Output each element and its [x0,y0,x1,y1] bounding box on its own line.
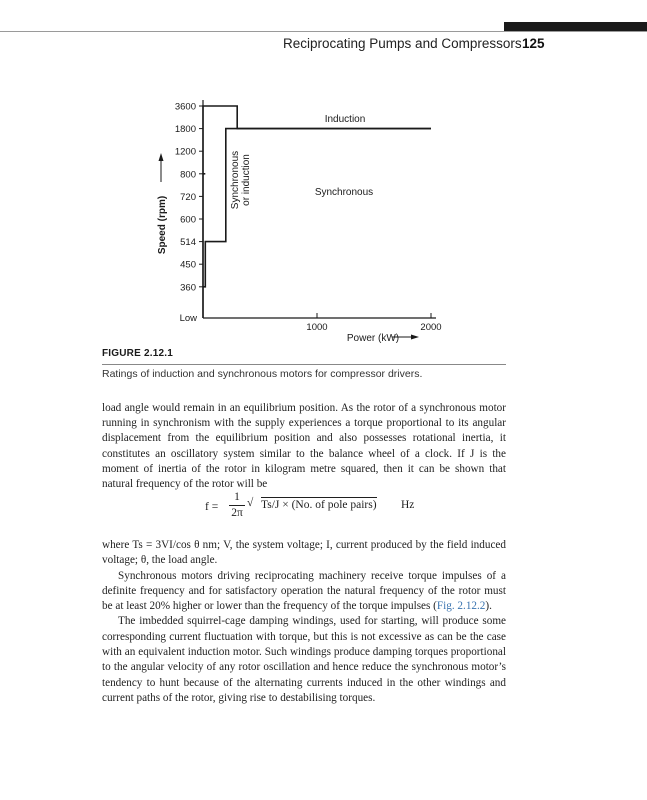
running-title: Reciprocating Pumps and Compressors [283,36,522,51]
y-tick-label: 360 [180,282,196,294]
figure-caption-rule [102,364,506,365]
page-number: 125 [522,36,545,51]
natural-frequency-equation [205,491,445,527]
body-paragraph-2: where Ts = 3VI/cos θ nm; V, the system voltage; I, current produced by the field induced voltage; θ, the load angle. [102,539,506,567]
equation-numerator: 1 [234,491,240,503]
body-paragraph-3-end: ). [485,600,492,613]
region-label-sync-or-induction-line2: or induction [241,154,252,206]
body-paragraph-4: The imbedded squirrel-cage damping windings, used for starting, will produce some corresponding current fluctuation with torque, but this is not excessive as can be the case with an equivalent induction motor. Such windings produce damping torques proportional to the angular velocity of any rotor oscillation and hence reduce the synchronous motor’s tendency to hunt because of the alternating currents induced in the other windings and current paths of the rotor, giving rise to destabilising torques. [102,615,506,704]
equation-radicand: Ts/J × (No. of pole pairs) [261,499,377,511]
y-tick-label: 720 [180,191,196,203]
figure-caption: Ratings of induction and synchronous motors for compressor drivers. [102,368,423,380]
body-paragraph-1: load angle would remain in an equilibrium position. As the rotor of a synchronous motor running in synchronism with the supply experiences a torque proportional to its angular displacement from the equilibrium position and also possesses rotational inertia, it constitutes an oscillatory system similar to the balance wheel of a clock. If J is the moment of inertia of the rotor in kilogram metre squared, then it can be shown that natural frequency of the rotor will be [102,402,506,491]
equation-fraction [229,491,245,520]
y-axis-arrow-head [159,153,164,161]
chart-series-line-1 [203,106,431,318]
x-axis-arrow-head [411,335,419,340]
region-label-induction: Induction [324,114,366,125]
y-tick-label: 514 [180,237,196,249]
figure-chart [0,0,647,345]
body-paragraph-3-text: Synchronous motors driving reciprocating machinery receive torque impulses of a definite frequency and for satisfactory operation the natural frequency of the rotor must be at least 20% higher or lower than the frequency of the torque impulses ( [102,569,506,613]
y-tick-label: 450 [180,259,196,271]
body-paragraph-1-block [102,401,506,492]
equation-denominator: 2π [231,507,243,519]
equation-fraction-bar [229,505,245,506]
x-tick-label: 2000 [420,322,442,333]
equation-unit: Hz [401,499,415,511]
x-tick-label: 1000 [306,322,328,333]
y-axis-label: Speed (rpm) [157,195,168,255]
sqrt-symbol: √ [247,497,254,509]
body-paragraph-3 [102,569,506,615]
figure-label: FIGURE 2.12.1 [102,348,173,359]
equation-lhs: f = [205,501,219,513]
figure-reference-link[interactable]: Fig. 2.12.2 [436,600,486,613]
region-label-synchronous: Synchronous [314,187,374,198]
x-axis-label: Power (kW) [346,333,400,344]
region-label-sync-or-induction-line1: Synchronous [230,150,241,210]
y-tick-label: Low [179,313,197,324]
y-tick-label: 1800 [174,124,196,136]
y-tick-label: 800 [180,169,196,181]
body-text-continued [102,538,506,706]
y-tick-label: 600 [180,214,196,226]
y-tick-label: 3600 [174,101,196,113]
y-tick-label: 1200 [174,146,196,158]
